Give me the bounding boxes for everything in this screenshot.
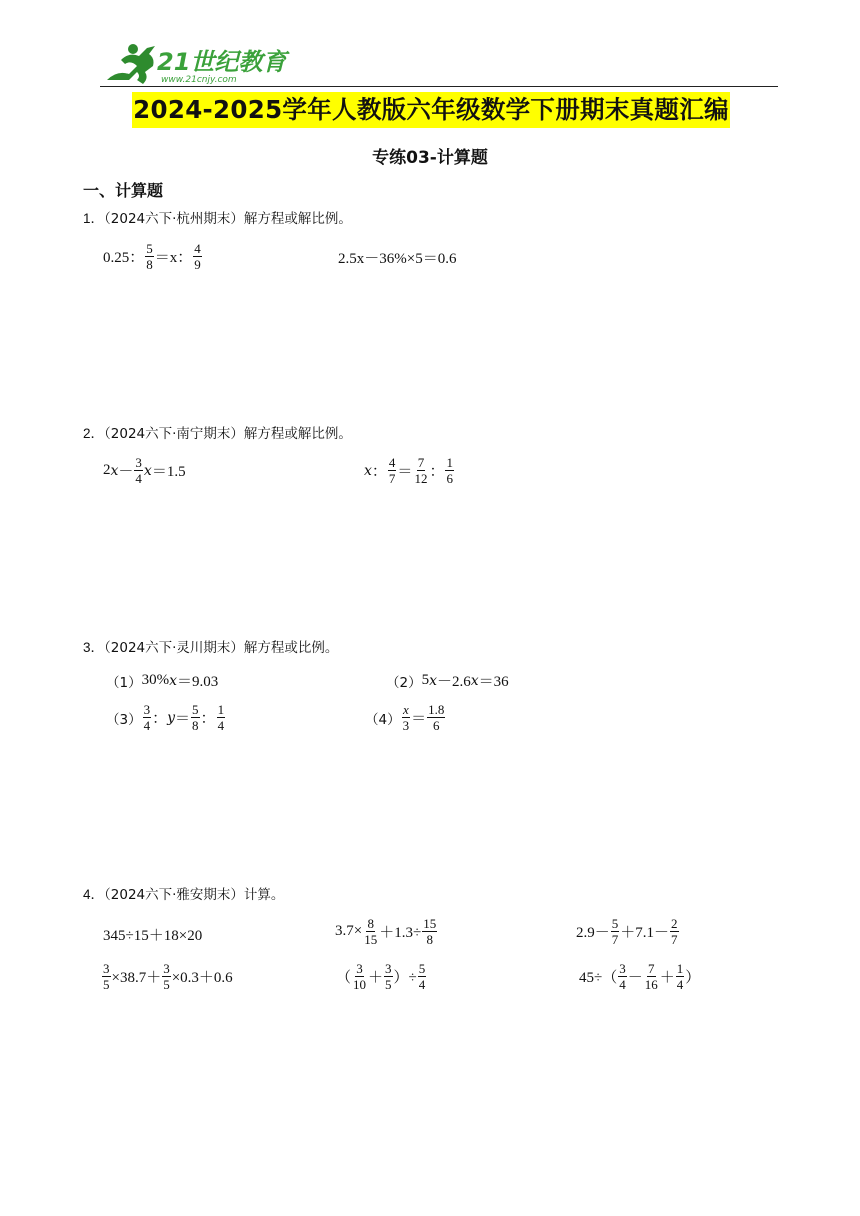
q4-expression-2: 3.7× $\frac{8}{15}$ ＋1.3÷ $\frac{15}{8}$: [335, 916, 437, 947]
q3-part-4: （4） $\frac{x}{3}$ ＝ $\frac{1.8}{6}$: [365, 702, 445, 733]
q2-equation-1: 2 x － $\frac{3}{4}$ x ＝1.5: [103, 455, 186, 486]
q4-expression-4: $\frac{3}{5}$ ×38.7＋ $\frac{3}{5}$ ×0.3＋0.6: [103, 961, 233, 992]
question-4-heading: 4．（2024六下·雅安期末）计算。: [83, 887, 285, 903]
q3-part-2: （2） 5 x －2.6 x ＝36: [386, 672, 509, 691]
q4-expression-6: 45÷（ $\frac{3}{4}$ － $\frac{7}{16}$ ＋ $\frac{1}{4}$ ）: [579, 961, 701, 992]
runner-icon: [107, 44, 155, 84]
site-logo: [103, 40, 287, 86]
logo-url: www.21cnjy.com: [161, 75, 237, 85]
q3-part-3: （3） $\frac{3}{4}$ ： y ＝ $\frac{5}{8}$ ： $\frac{1}{4}$: [106, 702, 225, 733]
q4-expression-1: 345÷15＋18×20: [103, 928, 203, 944]
question-2-heading: 2．（2024六下·南宁期末）解方程或解比例。: [83, 426, 352, 442]
section-heading: 一、计算题: [83, 181, 164, 200]
question-1-heading: 1．（2024六下·杭州期末）解方程或解比例。: [83, 211, 352, 227]
q4-expression-5: （ $\frac{3}{10}$ ＋ $\frac{3}{5}$ ）÷ $\frac{5}{4}$: [336, 961, 426, 992]
q2-proportion-2: x ： $\frac{4}{7}$ ＝ $\frac{7}{12}$ ： $\frac{1}{6}$: [364, 455, 453, 486]
header-rule: [100, 86, 778, 87]
document-title: 2024-2025学年人教版六年级数学下册期末真题汇编: [132, 92, 730, 128]
logo-text: 21世纪教育: [157, 48, 287, 76]
q1-equation-2: 2.5x－36%×5＝0.6: [338, 251, 457, 267]
q3-part-1: （1） 30% x ＝9.03: [106, 672, 219, 691]
q1-equation-1: 0.25： $\frac{5}{8}$ ＝x： $\frac{4}{9}$: [103, 241, 201, 272]
q4-expression-3: 2.9－ $\frac{5}{7}$ ＋7.1－ $\frac{2}{7}$: [576, 916, 678, 947]
question-3-heading: 3．（2024六下·灵川期末）解方程或比例。: [83, 640, 339, 656]
document-subtitle: 专练03-计算题: [372, 148, 488, 168]
